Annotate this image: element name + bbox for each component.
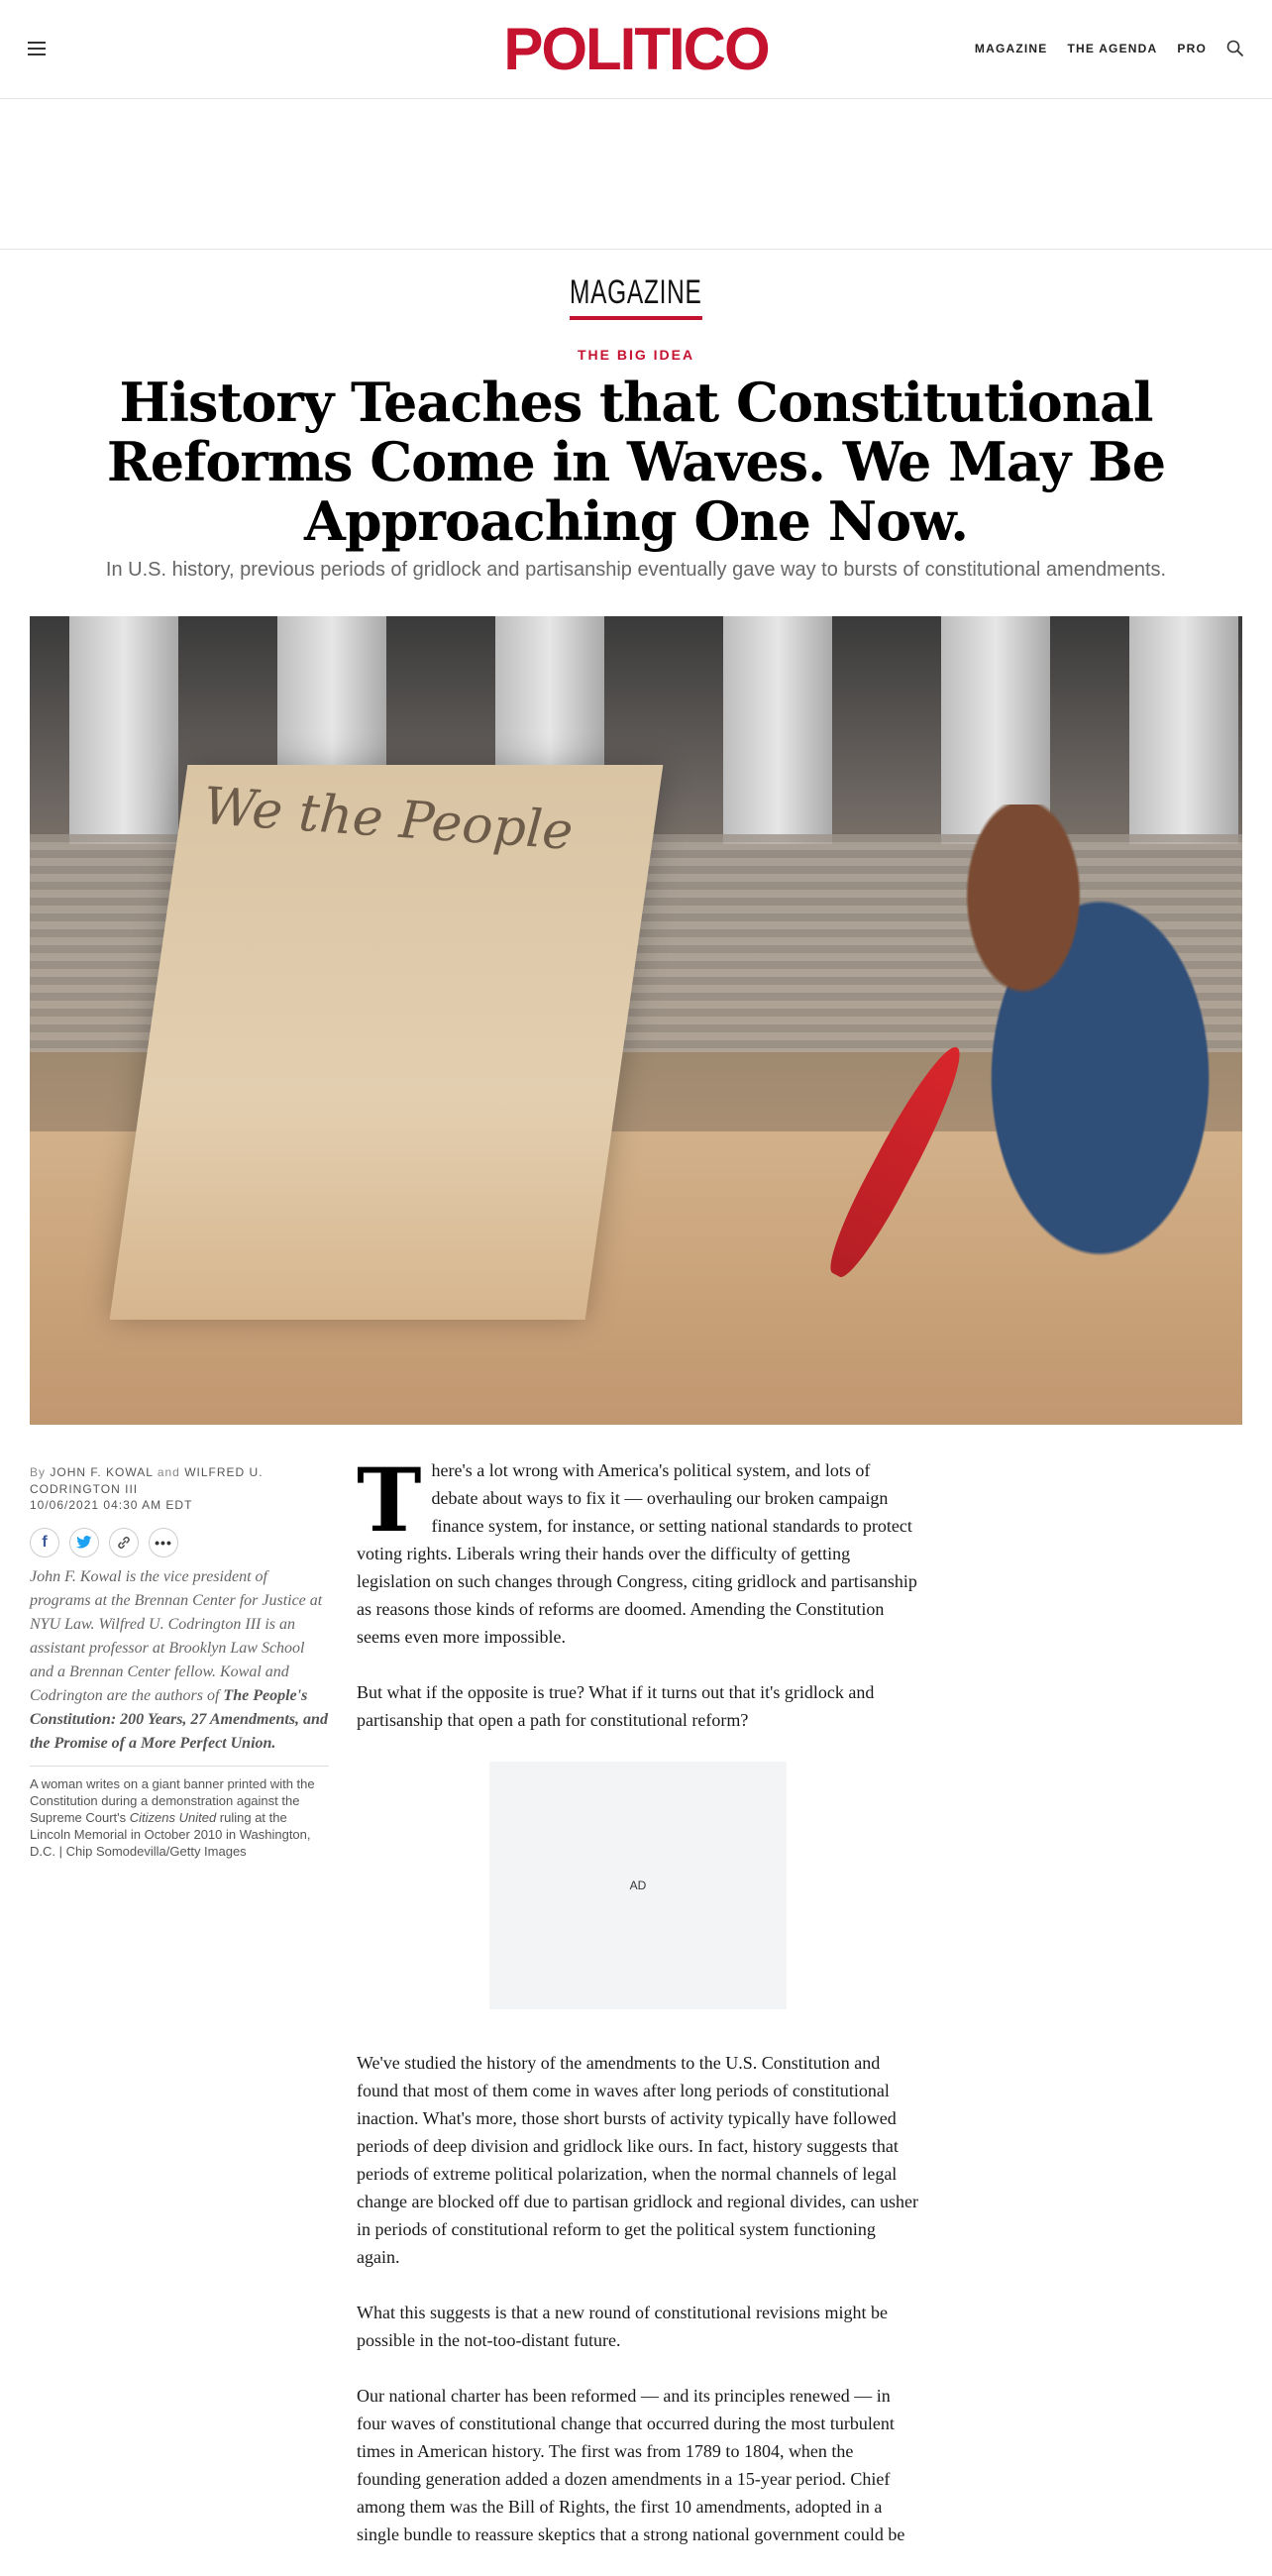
nav-magazine[interactable]: MAGAZINE <box>974 42 1048 55</box>
author-link[interactable]: WILFRED U. CODRINGTON III <box>30 1465 264 1496</box>
article-kicker[interactable]: THE BIG IDEA <box>577 347 695 363</box>
byline-by: By <box>30 1465 47 1479</box>
caption-after: ruling at the Lincoln Memorial in October 2010 in Washington, D.C. | Chip Somodevilla/Getty Images <box>30 1810 311 1859</box>
byline <box>30 1464 327 1498</box>
author-link[interactable]: JOHN F. KOWAL <box>50 1465 154 1479</box>
paragraph <box>357 1449 919 1651</box>
top-nav <box>975 40 1244 57</box>
caption-divider <box>30 1766 329 1767</box>
article-headline: History Teaches that Constitutional Reforms Come in Waves. We May Be Approaching One Now. <box>106 371 1166 553</box>
drop-cap: T <box>357 1449 422 1552</box>
hero-image <box>30 616 1242 1425</box>
site-header <box>0 0 1272 99</box>
section-label-text[interactable]: MAGAZINE <box>570 272 702 320</box>
nav-the-agenda[interactable]: THE AGENDA <box>1067 42 1158 55</box>
paragraph: We've studied the history of the amendments to the U.S. Constitution and found that most of them come in waves after long periods of constitutional inaction. What's more, those short bursts of activity typically have followed periods of deep division and gridlock like ours. In fact, history suggests that periods of extreme political polarization, when the normal channels of legal change are blocked off due to partisan gridlock and regional divides, can usher in periods of constitutional reform to get the political system functioning again. <box>357 2053 918 2267</box>
top-ad-slot <box>0 99 1272 250</box>
book-title: The People's Constitution: 200 Years, 27 Amendments, and the Promise of a More Perfect Union. <box>30 1687 328 1752</box>
author-bio <box>30 1565 329 1756</box>
share-buttons <box>30 1528 178 1557</box>
woman-figure <box>931 805 1238 1260</box>
facebook-icon[interactable]: f <box>30 1528 59 1557</box>
paragraph: But what if the opposite is true? What if it turns out that it's gridlock and partisanship that open a path for constitutional reform? <box>357 1682 875 1730</box>
column-shape <box>69 616 178 844</box>
caption-before: A woman writes on a giant banner printed with the Constitution during a demonstration against the Supreme Court's <box>30 1776 315 1825</box>
bio-text: John F. Kowal is the vice president of programs at the Brennan Center for Justice at NYU Law. Wilfred U. Codrington III is an assistant professor at Brooklyn Law School and a Brennan Center fellow. Kowal and Codrington are the authors of <box>30 1568 323 1704</box>
section-label[interactable] <box>0 272 1272 320</box>
caption-italic: Citizens United <box>129 1810 217 1825</box>
paragraph-text: here's a lot wrong with America's political system, and lots of debate about ways to fix it — overhauling our broken campaign finance system, for instance, or setting national standards to protect voting rights. Liberals wring their hands over the difficulty of getting legislation on such changes through Congress, citing gridlock and partisanship as reasons those kinds of reforms are doomed. Amending the Constitution seems even more impossible. <box>357 1460 917 1647</box>
photo-caption <box>30 1775 329 1860</box>
link-icon[interactable] <box>109 1528 139 1557</box>
ad-label: AD <box>629 1878 647 1892</box>
twitter-icon[interactable] <box>69 1528 99 1557</box>
byline-and: and <box>157 1465 180 1479</box>
politico-logo[interactable]: POLITICO <box>503 16 769 82</box>
article-dek: In U.S. history, previous periods of gridlock and partisanship eventually gave way to bursts of constitutional amendments. <box>105 559 1167 581</box>
paragraph: Our national charter has been reformed — and its principles renewed — in four waves of constitutional change that occurred during the most turbulent times in American history. The first was from 1789 to 1804, when the founding generation added a dozen amendments in a 15-year period. Chief among them was the Bill of Rights, the first 10 amendments, adopted in a single bundle to reassure skeptics that a strong national government could be <box>357 2386 905 2544</box>
search-icon[interactable] <box>1226 40 1244 57</box>
article-body <box>357 1449 919 2576</box>
banner-text: We the People <box>201 777 576 862</box>
inline-ad[interactable] <box>489 1762 787 2009</box>
paragraph: What this suggests is that a new round of constitutional revisions might be possible in the not-too-distant future. <box>357 2303 888 2350</box>
timestamp: 10/06/2021 04:30 AM EDT <box>30 1498 193 1512</box>
more-share-icon[interactable]: ••• <box>149 1528 178 1557</box>
nav-pro[interactable]: PRO <box>1177 42 1207 55</box>
column-shape <box>723 616 832 844</box>
